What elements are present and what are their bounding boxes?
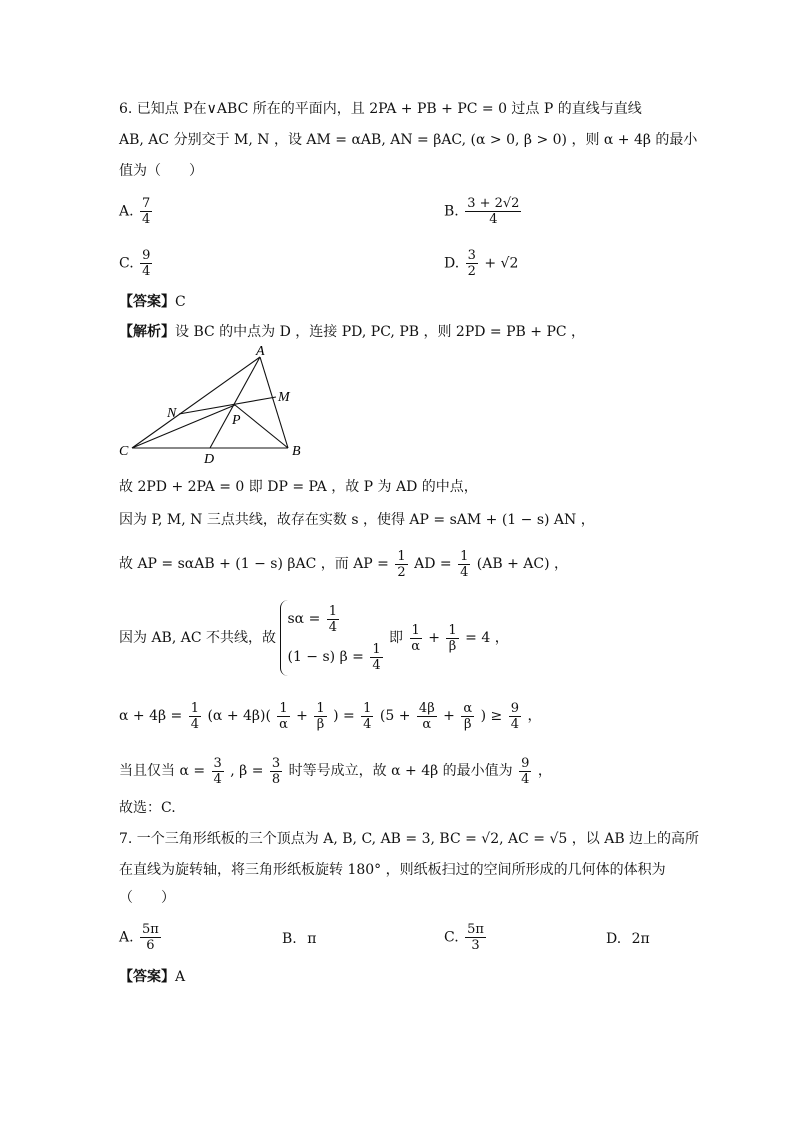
fraction: $\frac{7}{4}$ xyxy=(142,196,151,227)
q6-step1: 故 2PD + 2PA = 0 即 DP = PA ，故 P 为 AD 的中点， xyxy=(119,479,478,495)
fraction: $\frac{3}{4}$ xyxy=(213,755,222,787)
answer-value: A xyxy=(175,969,186,985)
q7-stem-line2: 在直线为旋转轴，将三角形纸板旋转 180° ，则纸板扫过的空间所形成的几何体的体积为 xyxy=(119,862,666,878)
answer-tag: 【答案】 xyxy=(119,969,175,985)
option-label: B. xyxy=(444,203,459,220)
fraction: $\frac{1}{4}$ xyxy=(460,548,469,580)
option-label: A. xyxy=(119,203,134,220)
label-d: D xyxy=(204,452,215,465)
equation-system xyxy=(280,600,384,676)
triangle-figure xyxy=(110,345,310,465)
q6-stem-line1: 6. 已知点 P在∨ABC 所在的平面内，且 2PA + PB + PC = 0 过点 P 的直线与直线 xyxy=(119,101,642,117)
system-row-1: sα = $\frac{1}{4}$ xyxy=(287,603,338,635)
segment-pb xyxy=(235,405,288,448)
fraction: $\frac{4\beta}{\alpha}$ xyxy=(418,700,435,732)
answer-tag: 【答案】 xyxy=(119,294,175,310)
edge-ac xyxy=(132,357,260,448)
fraction: $\frac{1}{4}$ xyxy=(372,641,381,673)
option-label: D. xyxy=(606,931,622,947)
fraction: $\frac{1}{\beta}$ xyxy=(316,700,325,732)
q6-stem-line3: 值为（ ） xyxy=(119,163,203,179)
q6-step4: 因为 AB, AC 不共线，故 sα = $\frac{1}{4}$ (1 − s) β = $\frac{1}{4}$ 即 $\frac{1}{\alpha}$ + $\frac{1}{\beta}$ = 4 ， xyxy=(119,598,509,678)
q7-stem-line1: 7. 一个三角形纸板的三个顶点为 A, B, C, AB = 3, BC = √2, AC = √5 ，以 AB 边上的高所 xyxy=(119,831,700,847)
fraction: $\frac{9}{4}$ xyxy=(510,700,519,732)
q7-stem-line3: （ ） xyxy=(119,890,175,906)
q7-option-d: D. 2π xyxy=(606,931,650,947)
q6-option-c xyxy=(119,248,154,279)
segment-nm xyxy=(179,397,276,414)
q7-answer xyxy=(119,967,185,987)
system-row-2: (1 − s) β = $\frac{1}{4}$ xyxy=(287,641,381,673)
q6-equality: 当且仅当 α = $\frac{3}{4}$ , β = $\frac{3}{8}$ 时等号成立，故 α + 4β 的最小值为 $\frac{9}{4}$ ， xyxy=(119,755,552,787)
fraction: $\frac{\alpha}{\beta}$ xyxy=(463,700,473,732)
q6-option-d: D. $\frac{3}{2}$ + √2 xyxy=(444,248,519,279)
analysis-tag: 【解析】 xyxy=(119,324,175,340)
fraction: $\frac{1}{4}$ xyxy=(190,700,200,732)
q6-stem-line2: AB, AC 分别交于 M, N ，设 AM = αAB, AN = βAC, (α > 0, β > 0) ，则 α + 4β 的最小 xyxy=(119,132,698,148)
q7-option-c xyxy=(444,922,488,953)
fraction: $\frac{5\pi}{6}$ xyxy=(142,922,159,953)
option-label: C. xyxy=(444,929,459,946)
q7-option-a xyxy=(119,922,163,953)
q6-step2: 因为 P, M, N 三点共线，故存在实数 s ，使得 AP = sAM + (1 − s) AN ， xyxy=(119,512,595,528)
q6-option-a xyxy=(119,196,154,227)
label-m: M xyxy=(278,390,290,405)
fraction: $\frac{1}{4}$ xyxy=(328,603,338,635)
segment-ad xyxy=(210,357,260,448)
option-label: C. xyxy=(119,255,134,272)
label-a: A xyxy=(256,345,265,359)
fraction: $\frac{1}{\alpha}$ xyxy=(279,700,288,732)
q6-step3: 故 AP = sαAB + (1 − s) βAC ，而 AP = $\frac{1}{2}$ AD = $\frac{1}{4}$ (AB + AC) ， xyxy=(119,548,569,580)
label-b: B xyxy=(292,444,301,459)
option-label: A. xyxy=(119,929,134,946)
option-label: D. xyxy=(444,255,460,272)
option-label: B. xyxy=(282,931,297,947)
fraction: $\frac{1}{\beta}$ xyxy=(448,622,457,654)
q6-inequality: α + 4β = $\frac{1}{4}$ (α + 4β)( $\frac{1}{\alpha}$ + $\frac{1}{\beta}$ ) = $\frac{1}{4}$ (5 + $\frac{4\beta}{\alpha}$ + $\frac{\alpha}{\beta}$ ) ≥ $\frac{9}{4}$ ， xyxy=(119,700,542,732)
fraction: $\frac{9}{4}$ xyxy=(521,755,530,787)
answer-value: C xyxy=(175,294,186,310)
label-p: P xyxy=(232,413,241,428)
q6-choose: 故选：C. xyxy=(119,800,176,816)
q7-option-b: B. π xyxy=(282,931,317,947)
q6-option-b xyxy=(444,196,523,227)
label-c: C xyxy=(119,444,129,459)
q6-analysis-line1: 【解析】设 BC 的中点为 D ，连接 PD, PC, PB ，则 2PD = PB + PC ， xyxy=(119,324,586,340)
fraction: $\frac{9}{4}$ xyxy=(142,248,151,279)
fraction: $\frac{3 + 2√2}{4}$ xyxy=(467,196,520,227)
label-n: N xyxy=(167,406,177,421)
fraction: $\frac{1}{4}$ xyxy=(363,700,372,732)
fraction: $\frac{3}{2}$ xyxy=(467,248,476,279)
q6-answer xyxy=(119,292,186,312)
fraction: $\frac{5\pi}{3}$ xyxy=(467,922,484,953)
fraction: $\frac{3}{8}$ xyxy=(271,755,281,787)
fraction: $\frac{1}{\alpha}$ xyxy=(411,622,421,654)
fraction: $\frac{1}{2}$ xyxy=(397,548,406,580)
